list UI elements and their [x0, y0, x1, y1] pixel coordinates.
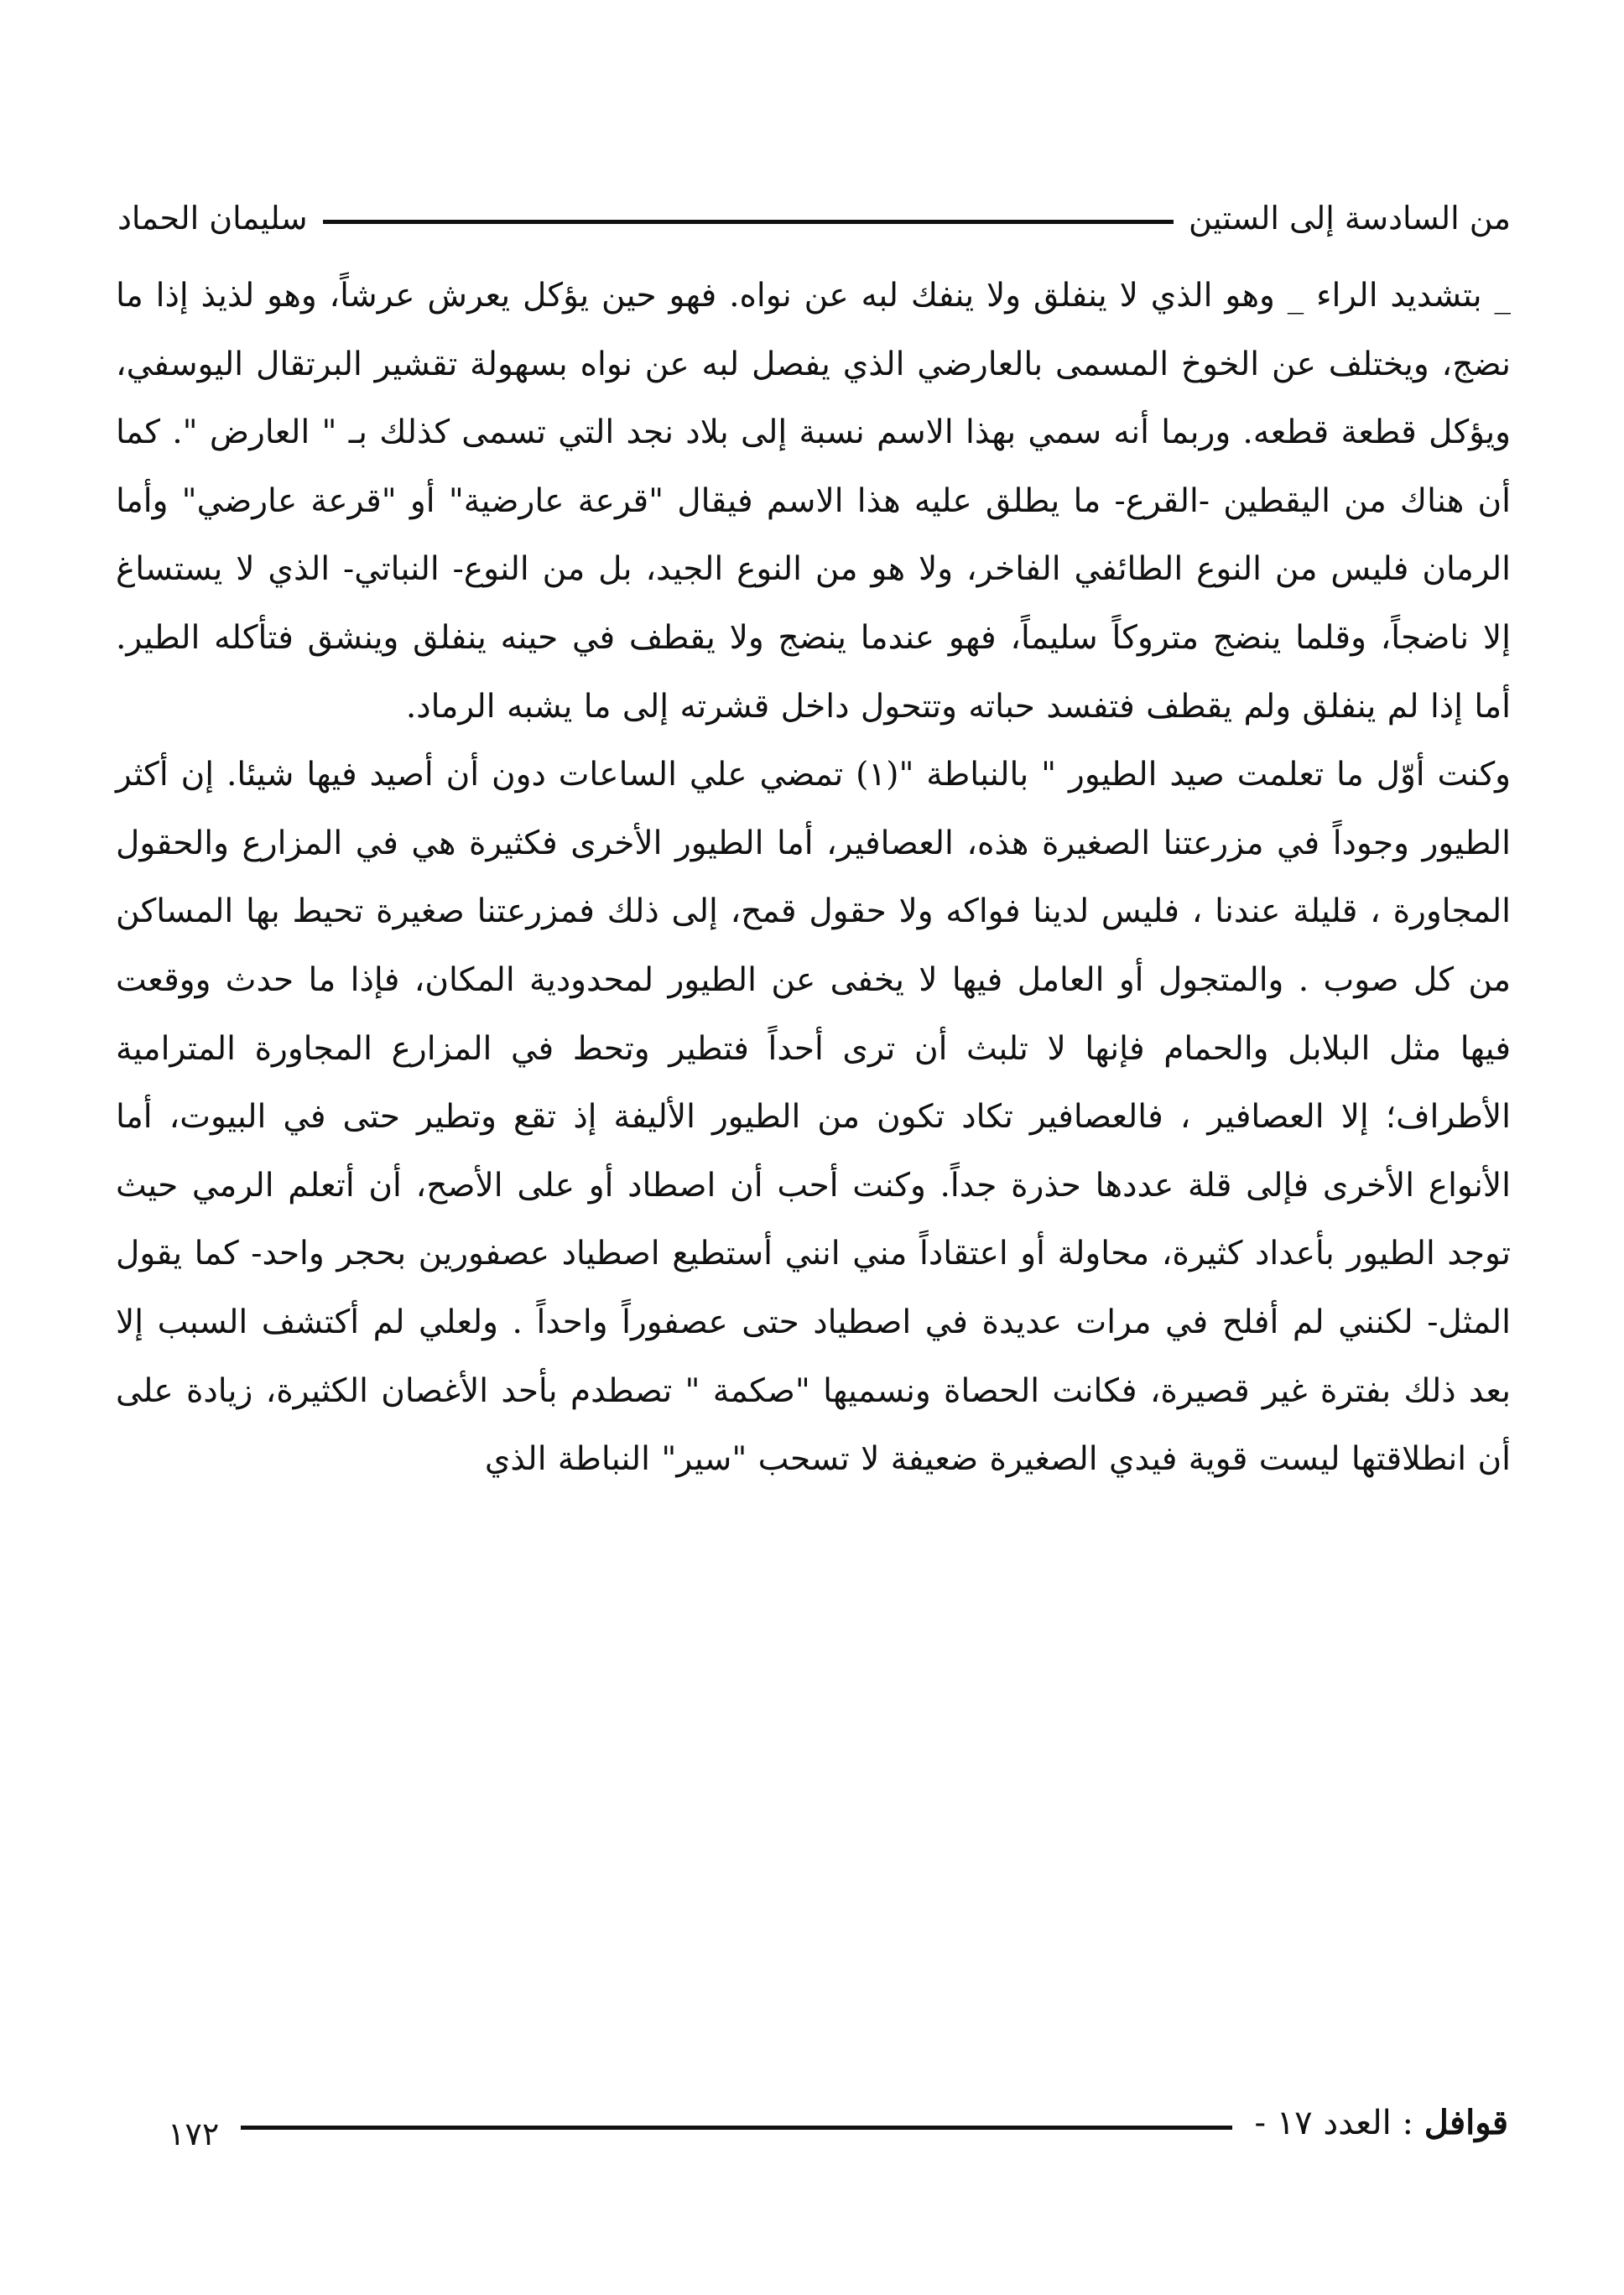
page-footer: [168, 2089, 1508, 2156]
book-title: من السادسة إلى الستين: [1189, 200, 1511, 237]
author-name: سليمان الحماد: [117, 200, 308, 237]
footer-rule: [241, 2126, 1232, 2130]
issue-label: : العدد ١٧ -: [1254, 2103, 1413, 2142]
body-text: [116, 262, 1511, 1494]
paragraph-1: _ بتشديد الراء _ وهو الذي لا ينفلق ولا ينفك لبه عن نواه. فهو حين يؤكل يعرش عرشاً، وهو لذيذ إذا ما نضج، ويختلف عن الخوخ المسمى بالعارضي الذي يفصل لبه عن نواه بسهولة تقشير البرتقال اليوسفي، ويؤكل قطعة قطعه. وربما أنه سمي بهذا الاسم نسبة إلى بلاد نجد التي تسمى كذلك بـ " العارض ". كما أن هناك من اليقطين -القرع- ما يطلق عليه هذا الاسم فيقال "قرعة عارضية" أو "قرعة عارضي" وأما الرمان فليس من النوع الطائفي الفاخر، ولا هو من النوع الجيد، بل من النوع- النباتي- الذي لا يستساغ إلا ناضجاً، وقلما ينضج متروكاً سليماً، فهو عندما ينضج ولا يقطف في حينه ينفلق وينشق فتأكله الطير. أما إذا لم ينفلق ولم يقطف فتفسد حباته وتتحول داخل قشرته إلى ما يشبه الرماد.: [116, 277, 1511, 726]
header-rule: [323, 220, 1174, 224]
running-header: [117, 189, 1511, 247]
paragraph-2: وكنت أوّل ما تعلمت صيد الطيور " بالنباطة "(١) تمضي علي الساعات دون أن أصيد فيها شيئا. إن أكثر الطيور وجوداً في مزرعتنا الصغيرة هذه، العصافير، أما الطيور الأخرى فكثيرة هي في المزارع والحقول المجاورة ، قليلة عندنا ، فليس لدينا فواكه ولا حقول قمح، إلى ذلك فمزرعتنا صغيرة تحيط بها المساكن من كل صوب . والمتجول أو العامل فيها لا يخفى عن الطيور لمحدودية المكان، فإذا ما حدث ووقعت فيها مثل البلابل والحمام فإنها لا تلبث أن ترى أحداً فتطير وتحط في المزارع المجاورة المترامية الأطراف؛ إلا العصافير ، فالعصافير تكاد تكون من الطيور الأليفة إذ تقع وتطير حتى في البيوت، أما الأنواع الأخرى فإلى قلة عددها حذرة جداً. وكنت أحب أن اصطاد أو على الأصح، أن أتعلم الرمي حيث توجد الطيور بأعداد كثيرة، محاولة أو اعتقاداً مني انني أستطيع اصطياد عصفورين بحجر واحد- كما يقول المثل- لكنني لم أفلح في مرات عديدة في اصطياد حتى عصفوراً واحداً . ولعلي لم أكتشف السبب إلا بعد ذلك بفترة غير قصيرة، فكانت الحصاة ونسميها "صكمة " تصطدم بأحد الأغصان الكثيرة، زيادة على أن انطلاقتها ليست قوية فيدي الصغيرة ضعيفة لا تسحب "سير" النباطة الذي: [116, 756, 1511, 1479]
journal-name: قوافل: [1424, 2102, 1508, 2142]
journal-issue: [1254, 2103, 1508, 2142]
page-number: ١٧٢: [168, 2115, 220, 2152]
